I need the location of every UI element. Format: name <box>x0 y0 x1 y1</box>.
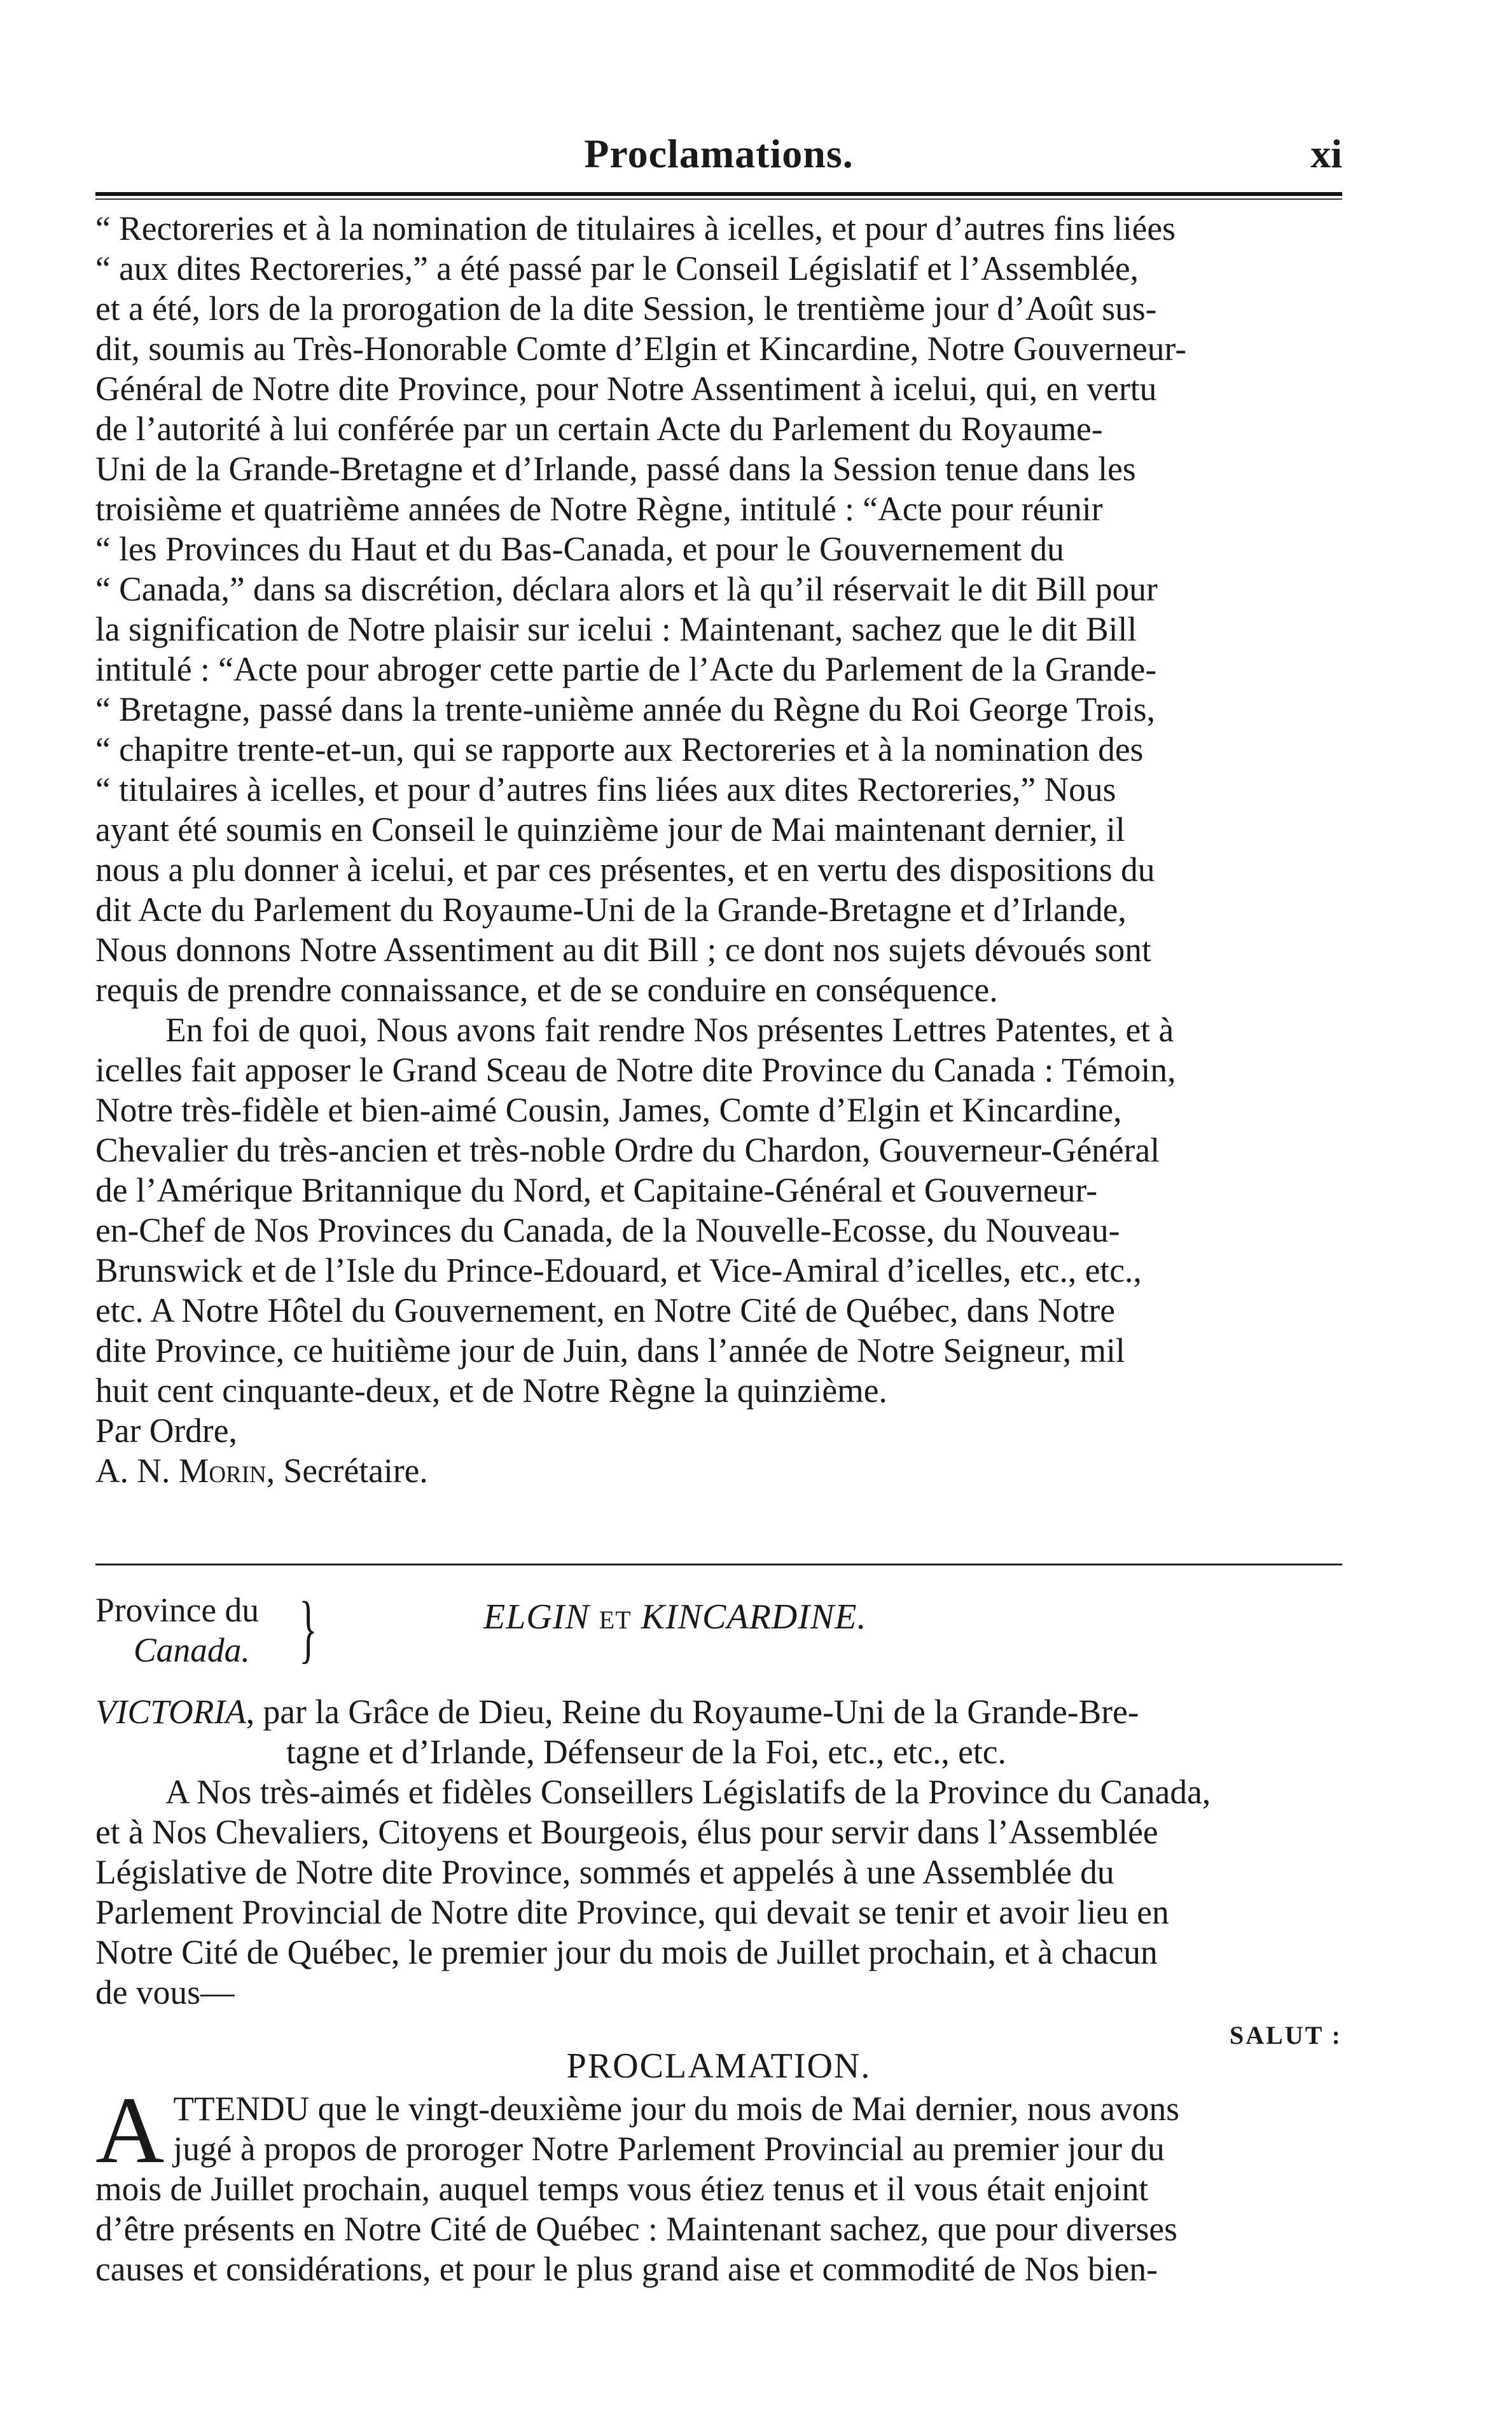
victoria-name: VICTORIA <box>95 1693 246 1731</box>
text-line: “ titulaires à icelles, et pour d’autres fins liées aux dites Rectoreries,” Nous <box>95 770 1116 808</box>
text-line: de l’autorité à lui conférée par un certain Acte du Parlement du Royaume- <box>95 410 1103 448</box>
text-line: dit Acte du Parlement du Royaume-Uni de la Grande-Bretagne et d’Irlande, <box>95 891 1127 929</box>
witness-line: icelles fait apposer le Grand Sceau de Notre dite Province du Canada : Témoin, <box>95 1051 1176 1089</box>
witness-line: etc. A Notre Hôtel du Gouvernement, en Notre Cité de Québec, dans Notre <box>95 1291 1116 1329</box>
text-line: requis de prendre connaissance, et de se conduire en conséquence. <box>95 971 998 1009</box>
text-line: “ Canada,” dans sa discrétion, déclara alors et là qu’il réservait le dit Bill pour <box>95 570 1158 608</box>
address-line: de vous— <box>95 1973 235 2011</box>
signer-name: A. N. Morin <box>95 1452 267 1490</box>
text-line: ayant été soumis en Conseil le quinzième jour de Mai maintenant dernier, il <box>95 810 1125 849</box>
page-number: xi <box>1310 131 1342 176</box>
witness-line: Chevalier du très-ancien et très-noble Ordre du Chardon, Gouverneur-Général <box>95 1131 1160 1169</box>
victoria-text: , par la Grâce de Dieu, Reine du Royaume-Uni de la Grande-Bre- <box>246 1693 1139 1731</box>
text-line: la signification de Notre plaisir sur icelui : Maintenant, sachez que le dit Bill <box>95 610 1137 648</box>
section-divider <box>95 1564 1342 1565</box>
witness-line: Brunswick et de l’Isle du Prince-Edouard, et Vice-Amiral d’icelles, etc., etc., <box>95 1251 1142 1289</box>
proclamation-line: causes et considérations, et pour le plus grand aise et commodité de Nos bien- <box>95 2250 1158 2288</box>
proclamation-line: jugé à propos de proroger Notre Parlement Provincial au premier jour du <box>173 2130 1165 2168</box>
text-line: nous a plu donner à icelui, et par ces présentes, et en vertu des dispositions du <box>95 850 1155 889</box>
page-header <box>95 130 1342 175</box>
text-line: Général de Notre dite Province, pour Notre Assentiment à icelui, qui, en vertu <box>95 370 1157 408</box>
proclamation-line: d’être présents en Notre Cité de Québec : Maintenant sachez, que pour diverses <box>95 2210 1177 2248</box>
address-line: A Nos très-aimés et fidèles Conseillers Législatifs de la Province du Canada, <box>165 1773 1211 1811</box>
governor-name-a: ELGIN <box>483 1597 590 1637</box>
text-line: Uni de la Grande-Bretagne et d’Irlande, passé dans la Session tenue dans les <box>95 450 1136 488</box>
victoria-line-2: tagne et d’Irlande, Défenseur de la Foi, etc., etc., etc. <box>286 1733 1006 1771</box>
par-ordre: Par Ordre, <box>95 1412 237 1450</box>
proclamation-line: mois de Juillet prochain, auquel temps vous étiez tenus et il vous était enjoint <box>95 2170 1149 2208</box>
running-title: Proclamations. <box>584 131 854 176</box>
header-rule <box>95 192 1342 196</box>
witness-line: de l’Amérique Britannique du Nord, et Capitaine-Général et Gouverneur- <box>95 1171 1098 1209</box>
province-line: Province du <box>95 1591 260 1629</box>
proclamation-line: TTENDU que le vingt-deuxième jour du mois de Mai dernier, nous avons <box>173 2090 1180 2128</box>
signature-line <box>95 1451 1342 1491</box>
governor-name-b: KINCARDINE. <box>641 1597 867 1637</box>
governor-et: ET <box>599 1606 632 1634</box>
salut-greeting: SALUT : <box>1230 2021 1342 2050</box>
proclamation-continued-text <box>95 209 1342 1491</box>
province-label <box>95 1590 259 1670</box>
text-line: dit, soumis au Très-Honorable Comte d’Elgin et Kincardine, Notre Gouverneur- <box>95 330 1187 368</box>
text-line: Nous donnons Notre Assentiment au dit Bill ; ce dont nos sujets dévoués sont <box>95 931 1151 969</box>
brace-icon: } <box>299 1586 317 1670</box>
witness-line: en-Chef de Nos Provinces du Canada, de la Nouvelle-Ecosse, du Nouveau- <box>95 1211 1120 1249</box>
proclamation-title: PROCLAMATION. <box>566 2046 871 2086</box>
province-heading <box>95 1586 1342 1679</box>
text-line: “ chapitre trente-et-un, qui se rapporte aux Rectoreries et à la nomination des <box>95 730 1144 768</box>
signer-title: , Secrétaire. <box>266 1452 428 1490</box>
victoria-style <box>95 1692 1342 1732</box>
proclamation-body <box>95 2078 1342 2289</box>
address-line: Notre Cité de Québec, le premier jour du mois de Juillet prochain, et à chacun <box>95 1933 1158 1971</box>
witness-line: huit cent cinquante-deux, et de Notre Règne la quinzième. <box>95 1371 887 1410</box>
text-line: “ aux dites Rectoreries,” a été passé par le Conseil Législatif et l’Assemblée, <box>95 249 1139 288</box>
witness-line: En foi de quoi, Nous avons fait rendre Nos présentes Lettres Patentes, et à <box>165 1011 1174 1049</box>
drop-cap: A <box>95 2078 165 2183</box>
text-line: et a été, lors de la prorogation de la dite Session, le trentième jour d’Août sus- <box>95 289 1157 328</box>
text-line: “ Rectoreries et à la nomination de titulaires à icelles, et pour d’autres fins liées <box>95 209 1176 247</box>
new-proclamation-text <box>95 1692 1342 2289</box>
address-line: et à Nos Chevaliers, Citoyens et Bourgeois, élus pour servir dans l’Assemblée <box>95 1813 1158 1851</box>
header-rule-thin <box>95 198 1342 200</box>
text-line: intitulé : “Acte pour abroger cette partie de l’Acte du Parlement de la Grande- <box>95 650 1157 688</box>
text-line: troisième et quatrième années de Notre Règne, intitulé : “Acte pour réunir <box>95 490 1103 528</box>
province-line: Canada. <box>134 1631 250 1669</box>
address-line: Parlement Provincial de Notre dite Province, qui devait se tenir et avoir lieu en <box>95 1893 1169 1931</box>
text-line: “ les Provinces du Haut et du Bas-Canada, et pour le Gouvernement du <box>95 530 1064 568</box>
witness-line: dite Province, ce huitième jour de Juin, dans l’année de Notre Seigneur, mil <box>95 1331 1125 1370</box>
witness-line: Notre très-fidèle et bien-aimé Cousin, James, Comte d’Elgin et Kincardine, <box>95 1091 1122 1129</box>
text-line: “ Bretagne, passé dans la trente-unième année du Règne du Roi George Trois, <box>95 690 1155 728</box>
governor-title <box>483 1597 866 1637</box>
address-line: Législative de Notre dite Province, sommés et appelés à une Assemblée du <box>95 1853 1114 1891</box>
